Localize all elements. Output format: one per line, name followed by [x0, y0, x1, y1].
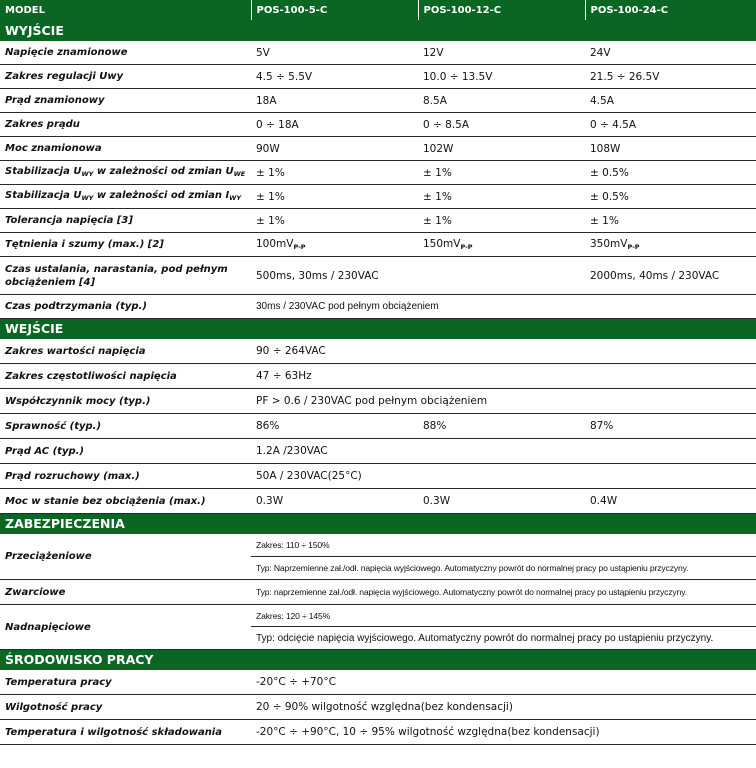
row-label: Przeciążeniowe: [0, 534, 251, 580]
row-label: Zakres prądu: [0, 113, 251, 137]
cell: ± 1%: [418, 209, 585, 233]
table-row: [0, 161, 756, 185]
row-label: Zwarciowe: [0, 580, 251, 605]
cell: 108W: [585, 137, 756, 161]
cell: -20°C ÷ +70°C: [251, 670, 756, 695]
header-col2: POS-100-12-C: [418, 0, 585, 21]
row-label: Czas podtrzymania (typ.): [0, 295, 251, 319]
cell: 24V: [585, 41, 756, 65]
row-label: Prąd rozruchowy (max.): [0, 464, 251, 489]
cell: 90W: [251, 137, 418, 161]
cell: ± 1%: [251, 185, 418, 209]
table-row: [0, 580, 756, 605]
row-label: Napięcie znamionowe: [0, 41, 251, 65]
cell: Typ: naprzemienne zał./odł. napięcia wyjściowego. Automatyczny powrót do normalnej pracy po ustąpieniu przyczyny.: [251, 580, 756, 605]
section-title: ZABEZPIECZENIA: [0, 514, 756, 534]
table-row: [0, 670, 756, 695]
cell: ± 0.5%: [585, 185, 756, 209]
cell: 47 ÷ 63Hz: [251, 364, 756, 389]
table-row: [0, 41, 756, 65]
row-label: Stabilizacja $U_{WY}$ w zależności od zmian $I_{WY}$: [0, 185, 251, 209]
table-row: [0, 233, 756, 257]
table-row: [0, 185, 756, 209]
table-row: [0, 489, 756, 514]
cell: 90 ÷ 264VAC: [251, 339, 756, 364]
table-row: [0, 209, 756, 233]
table-row: [0, 534, 756, 557]
section-wyjscie: [0, 21, 756, 41]
section-title: WEJŚCIE: [0, 319, 756, 339]
header-col1: POS-100-5-C: [251, 0, 418, 21]
row-label: Zakres regulacji Uwy: [0, 65, 251, 89]
table-row: [0, 414, 756, 439]
row-label: Prąd AC (typ.): [0, 439, 251, 464]
cell: 20 ÷ 90% wilgotność względna(bez kondensacji): [251, 695, 756, 720]
cell: Zakres: 110 ÷ 150%: [251, 534, 756, 557]
row-label: Wilgotność pracy: [0, 695, 251, 720]
table-row: [0, 695, 756, 720]
row-label: Nadnapięciowe: [0, 605, 251, 650]
row-label: Moc znamionowa: [0, 137, 251, 161]
row-label: Temperatura pracy: [0, 670, 251, 695]
cell: 4.5 ÷ 5.5V: [251, 65, 418, 89]
cell: ± 0.5%: [585, 161, 756, 185]
cell: Zakres: 120 ÷ 145%: [251, 605, 756, 627]
cell: $350mV_{P-P}$: [585, 233, 756, 257]
cell: 18A: [251, 89, 418, 113]
row-label: Tętnienia i szumy (max.) [2]: [0, 233, 251, 257]
cell: ± 1%: [418, 185, 585, 209]
table-row: [0, 295, 756, 319]
table-row: [0, 605, 756, 627]
table-row: [0, 720, 756, 745]
cell: Typ: Naprzemienne zał./odł. napięcia wyjściowego. Automatyczny powrót do normalnej pracy po ustąpieniu przyczyny.: [251, 557, 756, 580]
cell: 500ms, 30ms / 230VAC: [251, 257, 585, 295]
cell: 12V: [418, 41, 585, 65]
table-row: [0, 137, 756, 161]
cell: 0 ÷ 8.5A: [418, 113, 585, 137]
row-label: Sprawność (typ.): [0, 414, 251, 439]
cell: 50A / 230VAC(25°C): [251, 464, 756, 489]
cell: 102W: [418, 137, 585, 161]
cell: $100mV_{P-P}$: [251, 233, 418, 257]
row-label: Prąd znamionowy: [0, 89, 251, 113]
table-row: [0, 65, 756, 89]
cell: 2000ms, 40ms / 230VAC: [585, 257, 756, 295]
table-row: [0, 389, 756, 414]
table-row: [0, 339, 756, 364]
cell: 0 ÷ 4.5A: [585, 113, 756, 137]
row-label: Czas ustalania, narastania, pod pełnym obciążeniem [4]: [0, 257, 251, 295]
cell: 30ms / 230VAC pod pełnym obciążeniem: [251, 295, 756, 319]
section-title: WYJŚCIE: [0, 21, 756, 41]
cell: 88%: [418, 414, 585, 439]
cell: 86%: [251, 414, 418, 439]
cell: 21.5 ÷ 26.5V: [585, 65, 756, 89]
header-model: MODEL: [0, 0, 251, 21]
cell: ± 1%: [251, 209, 418, 233]
cell: Typ: odcięcie napięcia wyjściowego. Automatyczny powrót do normalnej pracy po ustąpieniu przyczyny.: [251, 627, 756, 650]
cell: $150mV_{P-P}$: [418, 233, 585, 257]
table-row: [0, 113, 756, 137]
cell: PF > 0.6 / 230VAC pod pełnym obciążeniem: [251, 389, 756, 414]
row-label: Zakres częstotliwości napięcia: [0, 364, 251, 389]
section-zabezpieczenia: [0, 514, 756, 534]
table-row: [0, 464, 756, 489]
section-wejscie: [0, 319, 756, 339]
header-col3: POS-100-24-C: [585, 0, 756, 21]
table-row: [0, 89, 756, 113]
row-label: Współczynnik mocy (typ.): [0, 389, 251, 414]
table-row: [0, 257, 756, 295]
section-srodowisko: [0, 650, 756, 670]
cell: 1.2A /230VAC: [251, 439, 756, 464]
cell: 8.5A: [418, 89, 585, 113]
cell: 87%: [585, 414, 756, 439]
cell: ± 1%: [585, 209, 756, 233]
cell: 0.3W: [418, 489, 585, 514]
row-label: Zakres wartości napięcia: [0, 339, 251, 364]
row-label: Stabilizacja $U_{WY}$ w zależności od zmian $U_{WE}$: [0, 161, 251, 185]
cell: 0 ÷ 18A: [251, 113, 418, 137]
cell: 5V: [251, 41, 418, 65]
header-row: [0, 0, 756, 21]
table-row: [0, 439, 756, 464]
cell: 0.4W: [585, 489, 756, 514]
cell: 0.3W: [251, 489, 418, 514]
cell: ± 1%: [418, 161, 585, 185]
table-row: [0, 364, 756, 389]
cell: ± 1%: [251, 161, 418, 185]
cell: 10.0 ÷ 13.5V: [418, 65, 585, 89]
cell: 4.5A: [585, 89, 756, 113]
cell: -20°C ÷ +90°C, 10 ÷ 95% wilgotność względna(bez kondensacji): [251, 720, 756, 745]
row-label: Temperatura i wilgotność składowania: [0, 720, 251, 745]
section-title: ŚRODOWISKO PRACY: [0, 650, 756, 670]
row-label: Tolerancja napięcia [3]: [0, 209, 251, 233]
row-label: Moc w stanie bez obciążenia (max.): [0, 489, 251, 514]
